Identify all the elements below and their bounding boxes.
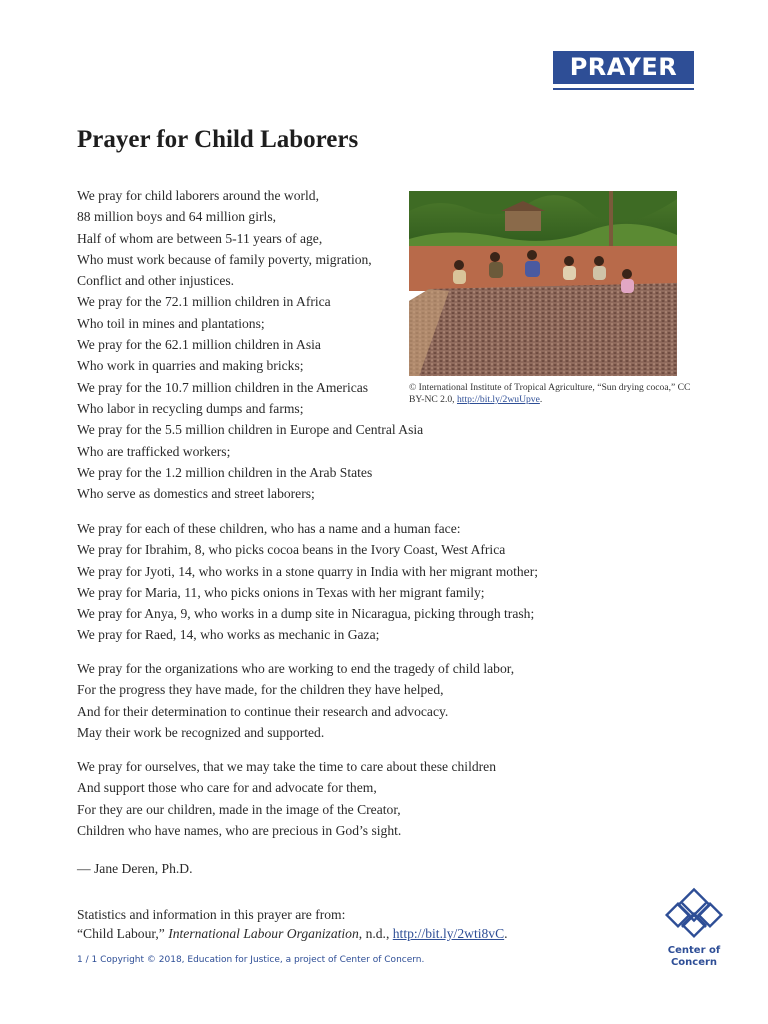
prayer-line: We pray for ourselves, that we may take the time to care about these children (77, 759, 497, 774)
prayer-line: Who are trafficked workers; (77, 443, 231, 459)
prayer-line: Half of whom are between 5-11 years of age, (77, 230, 323, 246)
prayer-line: We pray for Anya, 9, who works in a dump site in Nicaragua, picking through trash; (77, 606, 535, 622)
prayer-line: We pray for the 10.7 million children in the Americas (77, 379, 369, 395)
stanza-organizations (77, 658, 514, 743)
prayer-line: Who labor in recycling dumps and farms; (77, 400, 304, 416)
prayer-line: We pray for each of these children, who has a name and a human face: (77, 521, 461, 536)
photo-source-link[interactable]: http://bit.ly/2wuUpve (456, 394, 540, 405)
citation-mid: , n.d., (358, 926, 393, 941)
prayer-line: We pray for child laborers around the world, (77, 188, 319, 203)
citation-end: . (504, 926, 508, 941)
logo-mark-icon (664, 887, 724, 943)
sources (77, 905, 508, 943)
citation-link[interactable]: http://bit.ly/2wti8vC (392, 926, 505, 941)
prayer-line: And support those who care for and advocate for them, (77, 780, 377, 796)
stanza-ourselves (77, 756, 496, 841)
citation-publisher: International Labour Organization (168, 926, 359, 941)
prayer-badge (553, 51, 694, 90)
prayer-line: Who serve as domestics and street laborers; (77, 486, 315, 502)
stanza-regions (77, 185, 423, 504)
prayer-line: We pray for Jyoti, 14, who works in a stone quarry in India with her migrant mother; (77, 563, 538, 579)
citation-start: “Child Labour,” (77, 926, 169, 941)
prayer-line: We pray for the 62.1 million children in Asia (77, 337, 321, 353)
author-attribution: — Jane Deren, Ph.D. (77, 861, 193, 876)
prayer-line: Who work in quarries and making bricks; (77, 358, 304, 374)
prayer-line: For they are our children, made in the image of the Creator, (77, 801, 401, 817)
cocoa-drying-photo (409, 191, 677, 376)
photo-caption-text: © International Institute of Tropical Agriculture, “Sun drying cocoa,” CC BY-NC 2.0, (409, 382, 691, 405)
prayer-line: 88 million boys and 64 million girls, (77, 209, 277, 225)
prayer-line: May their work be recognized and supported. (77, 724, 325, 740)
prayer-line: We pray for Ibrahim, 8, who picks cocoa beans in the Ivory Coast, West Africa (77, 542, 506, 558)
prayer-line: We pray for Maria, 11, who picks onions in Texas with her migrant family; (77, 584, 485, 600)
prayer-line: We pray for Raed, 14, who works as mechanic in Gaza; (77, 627, 380, 643)
prayer-line: For the progress they have made, for the children they have helped, (77, 682, 444, 698)
prayer-line: We pray for the organizations who are working to end the tragedy of child labor, (77, 661, 515, 676)
photo-caption (409, 382, 699, 406)
logo-text-line2: Concern (670, 957, 718, 968)
prayer-line: We pray for the 5.5 million children in Europe and Central Asia (77, 422, 424, 438)
sources-intro: Statistics and information in this prayer are from: (77, 907, 346, 922)
prayer-line: Who toil in mines and plantations; (77, 315, 265, 331)
prayer-line: We pray for the 72.1 million children in Africa (77, 294, 331, 310)
prayer-line: Who must work because of family poverty, migration, (77, 251, 372, 267)
prayer-line: Conflict and other injustices. (77, 273, 235, 289)
page-footer: 1 / 1 Copyright © 2018, Education for Justice, a project of Center of Concern. (77, 955, 425, 965)
center-of-concern-logo (664, 887, 724, 977)
photo-caption-end: . (539, 394, 543, 405)
page-title: Prayer for Child Laborers (77, 126, 359, 153)
prayer-line: Children who have names, who are precious in God’s sight. (77, 822, 402, 838)
sources-citation (77, 924, 508, 943)
logo-text-line1: Center of (667, 945, 721, 956)
stanza-children (77, 518, 538, 646)
prayer-line: We pray for the 1.2 million children in the Arab States (77, 464, 373, 480)
prayer-badge-label: PRAYER (553, 51, 694, 84)
prayer-line: And for their determination to continue their research and advocacy. (77, 703, 449, 719)
